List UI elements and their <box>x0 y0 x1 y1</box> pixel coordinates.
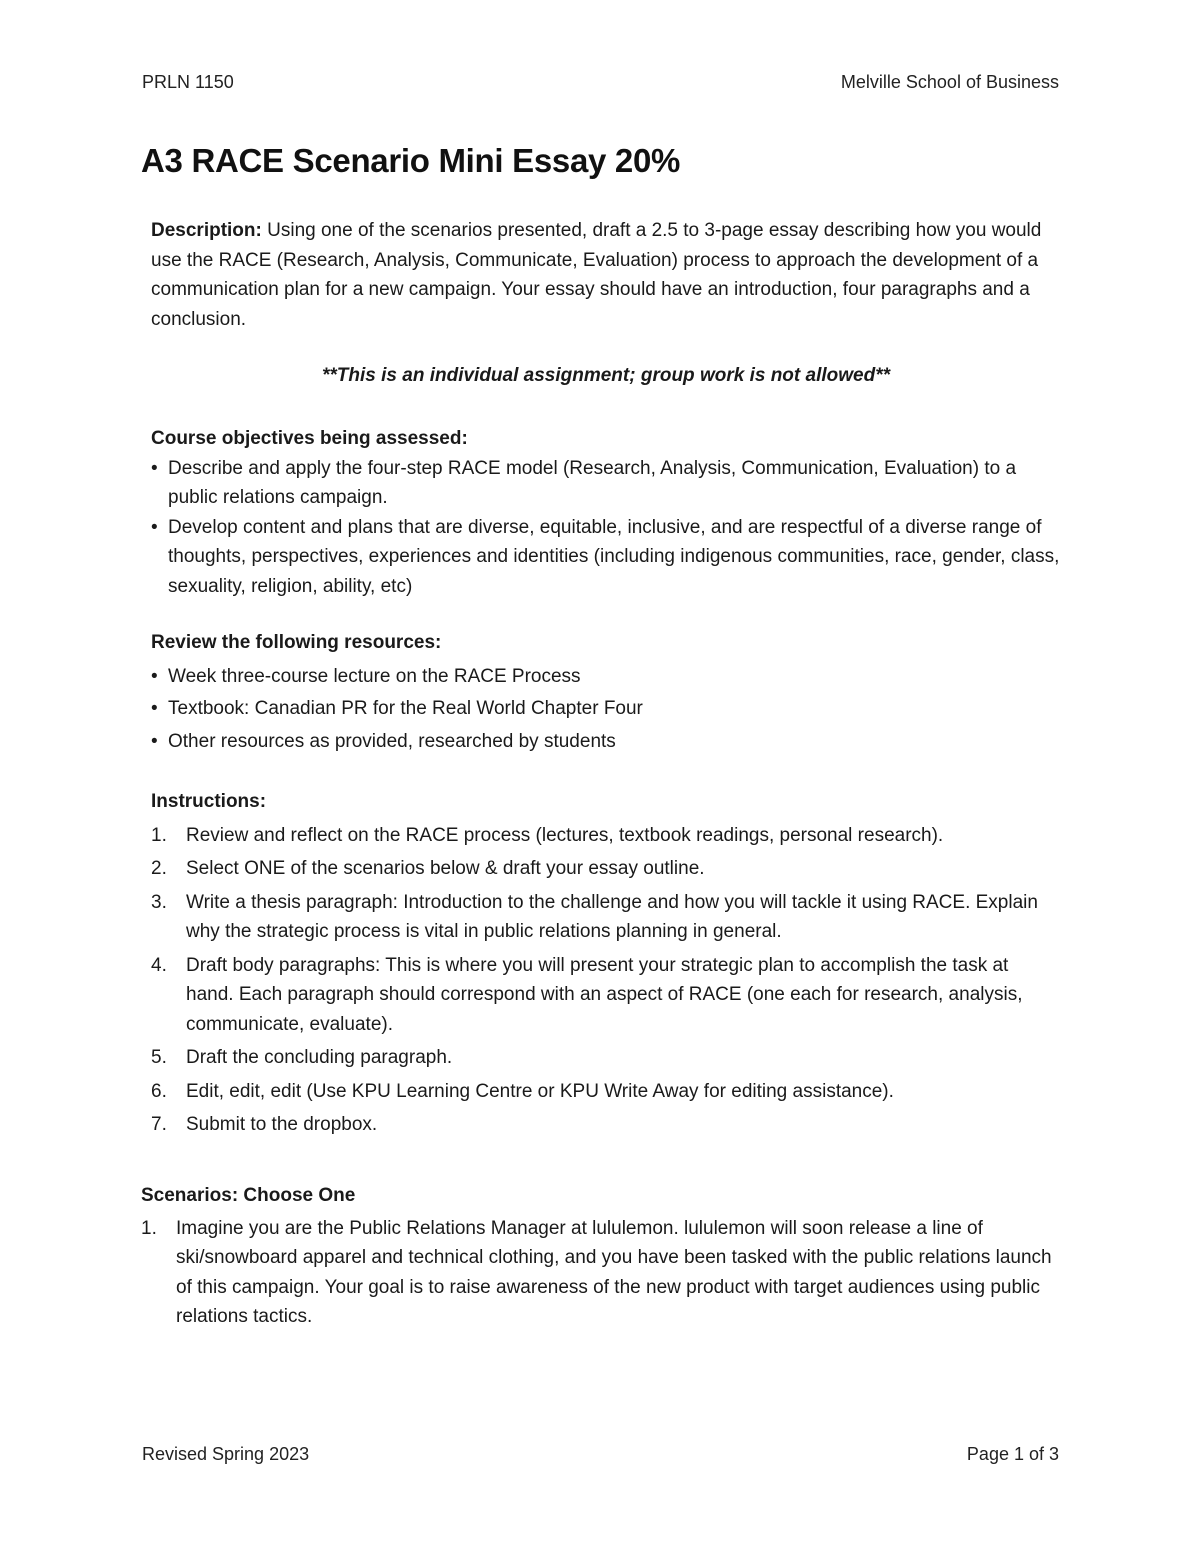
list-item <box>151 951 1061 1040</box>
instructions-heading: Instructions: <box>151 791 267 812</box>
bullet-icon: • <box>151 730 158 752</box>
list-item <box>151 513 1061 602</box>
scenarios-list <box>141 1214 1061 1332</box>
list-item <box>151 727 1061 757</box>
list-item <box>141 1214 1061 1332</box>
step-number: 7. <box>151 1114 167 1135</box>
scenarios-heading: Scenarios: Choose One <box>141 1185 356 1206</box>
footer-revision: Revised Spring 2023 <box>142 1444 310 1464</box>
objective-text: Describe and apply the four-step RACE model (Research, Analysis, Communication, Evaluation) to a public relations campaign. <box>168 457 1017 508</box>
bullet-icon: • <box>151 665 158 687</box>
step-number: 3. <box>151 891 167 913</box>
objectives-section <box>151 424 1061 601</box>
objective-text: Develop content and plans that are diverse, equitable, inclusive, and are respectful of a diverse range of thoughts, perspectives, experiences and identities (including indigenous communities, race, gender, class, sexuality, religion, ability, etc) <box>168 516 1060 597</box>
header-school-name: Melville School of Business <box>840 72 1059 92</box>
list-item <box>151 854 1061 884</box>
bullet-icon: • <box>151 698 158 719</box>
step-number: 6. <box>151 1080 167 1102</box>
resources-list <box>151 662 1061 757</box>
header-course-code: PRLN 1150 <box>142 72 234 92</box>
step-text: Write a thesis paragraph: Introduction to the challenge and how you will tackle it using RACE. Explain why the strategic process is vital in public relations planning in general. <box>186 891 1038 942</box>
instructions-section <box>151 787 1061 1144</box>
list-item <box>151 1043 1061 1073</box>
footer-page-number: Page 1 of 3 <box>966 1444 1059 1464</box>
scenario-number: 1. <box>141 1217 157 1239</box>
resource-text: Other resources as provided, researched by students <box>168 730 616 752</box>
page-title: A3 RACE Scenario Mini Essay 20% <box>141 142 681 179</box>
list-item <box>151 662 1061 692</box>
step-text: Edit, edit, edit (Use KPU Learning Centre or KPU Write Away for editing assistance). <box>186 1080 894 1102</box>
list-item <box>151 821 1061 851</box>
bullet-icon: • <box>151 457 158 479</box>
resource-text: Textbook: Canadian PR for the Real World Chapter Four <box>168 698 643 719</box>
step-number: 4. <box>151 954 167 976</box>
description-label: Description: <box>151 220 262 241</box>
scenario-text: Imagine you are the Public Relations Manager at lululemon. lululemon will soon release a line of ski/snowboard apparel and technical clothing, and you have been tasked with the public relations launch of this campaign. Your goal is to raise awareness of the new product with target audiences using public relations tactics. <box>176 1217 1052 1327</box>
resources-heading: Review the following resources: <box>151 632 442 653</box>
list-item <box>151 1110 1061 1140</box>
step-text: Draft the concluding paragraph. <box>186 1047 453 1068</box>
individual-assignment-notice: **This is an individual assignment; group work is not allowed** <box>322 365 890 386</box>
resource-text: Week three-course lecture on the RACE Process <box>168 665 581 687</box>
list-item <box>151 454 1061 513</box>
step-text: Review and reflect on the RACE process (lectures, textbook readings, personal research). <box>186 824 944 846</box>
step-number: 2. <box>151 858 167 879</box>
step-number: 1. <box>151 824 167 846</box>
step-text: Submit to the dropbox. <box>186 1114 378 1135</box>
instructions-list <box>151 821 1061 1140</box>
list-item <box>151 694 1061 724</box>
scenarios-section <box>141 1181 1061 1332</box>
list-item <box>151 888 1061 947</box>
description-paragraph <box>151 216 1061 334</box>
list-item <box>151 1077 1061 1107</box>
bullet-icon: • <box>151 516 158 538</box>
description-text: Using one of the scenarios presented, draft a 2.5 to 3-page essay describing how you would use the RACE (Research, Analysis, Communicate, Evaluation) process to approach the development of a communication plan for a new campaign. Your essay should have an introduction, four paragraphs and a conclusion. <box>151 220 1042 330</box>
objectives-heading: Course objectives being assessed: <box>151 428 468 449</box>
step-text: Draft body paragraphs: This is where you will present your strategic plan to accomplish the task at hand. Each paragraph should correspond with an aspect of RACE (one each for research, analysis, communicate, evaluate). <box>186 954 1023 1035</box>
step-text: Select ONE of the scenarios below & draft your essay outline. <box>186 858 705 879</box>
objectives-list <box>151 454 1061 602</box>
step-number: 5. <box>151 1047 167 1068</box>
resources-section <box>151 628 1061 759</box>
